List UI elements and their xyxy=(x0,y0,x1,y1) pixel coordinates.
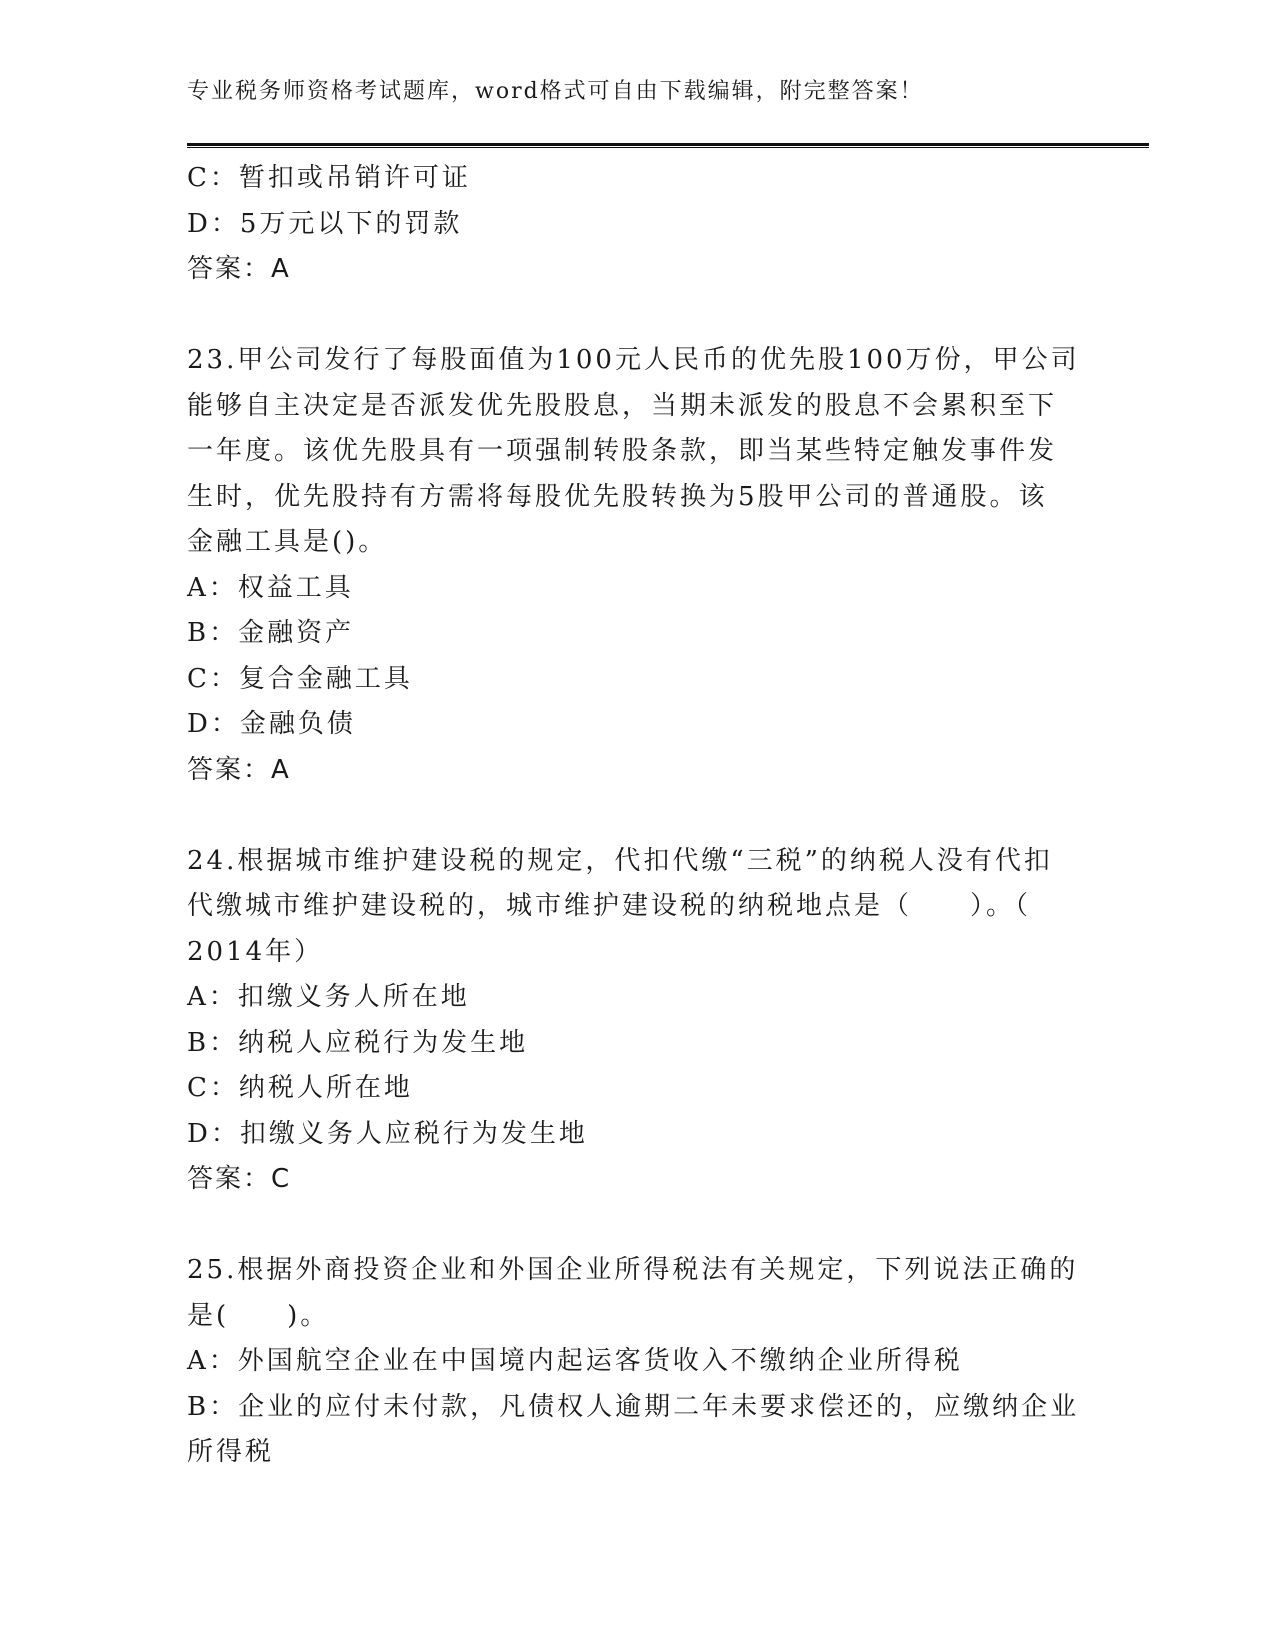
option-a: A：外国航空企业在中国境内起运客货收入不缴纳企业所得税 xyxy=(187,1346,963,1376)
stem-line: 是( )。 xyxy=(187,1300,330,1331)
option-d: D：5万元以下的罚款 xyxy=(187,208,463,239)
option-b: B：金融资产 xyxy=(187,618,355,648)
stem-line: 25.根据外商投资企业和外国企业所得税法有关规定，下列说法正确的 xyxy=(187,1255,1079,1285)
header-divider xyxy=(187,143,1149,148)
option-c: C：纳税人所在地 xyxy=(187,1073,413,1103)
stem-line: 2014年） xyxy=(187,936,324,967)
stem-line: 24.根据城市维护建设税的规定，代扣代缴“三税”的纳税人没有代扣 xyxy=(187,845,1053,876)
stem-line: 金融工具是()。 xyxy=(187,527,388,557)
question-25 xyxy=(187,1248,1087,1476)
answer-line: 答案：C xyxy=(187,1164,292,1194)
stem-line: 23.甲公司发行了每股面值为100元人民币的优先股100万份，甲公司 xyxy=(187,345,1080,375)
option-b: B：企业的应付未付款，凡债权人逾期二年未要求偿还的，应缴纳企业 xyxy=(187,1391,1080,1422)
option-a: A：扣缴义务人所在地 xyxy=(187,982,470,1012)
question-stem xyxy=(187,1248,1087,1339)
stem-line: 生时，优先股持有方需将每股优先股转换为5股甲公司的普通股。该 xyxy=(187,481,1048,512)
option-b: B：纳税人应税行为发生地 xyxy=(187,1027,529,1058)
question-stem xyxy=(187,338,1087,566)
question-stem xyxy=(187,839,1087,976)
answer-line: 答案：A xyxy=(187,254,291,284)
option-c: C：暂扣或吊销许可证 xyxy=(187,163,471,193)
stem-line: 一年度。该优先股具有一项强制转股条款，即当某些特定触发事件发 xyxy=(187,436,1058,466)
stem-line: 能够自主决定是否派发优先股股息，当期未派发的股息不会累积至下 xyxy=(187,390,1058,421)
option-a: A：权益工具 xyxy=(187,572,354,603)
stem-line: 代缴城市维护建设税的，城市维护建设税的纳税地点是（ ）。（ xyxy=(187,891,1032,921)
option-b-continued: 所得税 xyxy=(187,1437,275,1467)
option-d: D：扣缴义务人应税行为发生地 xyxy=(187,1118,588,1149)
option-c: C：复合金融工具 xyxy=(187,663,413,694)
page-header: 专业税务师资格考试题库，word格式可自由下载编辑，附完整答案！ xyxy=(187,79,924,104)
question-24 xyxy=(187,839,1087,1203)
document-body xyxy=(187,156,1087,1476)
option-d: D：金融负债 xyxy=(187,709,356,739)
answer-line: 答案：A xyxy=(187,754,291,785)
prev-question xyxy=(187,156,1087,293)
question-23 xyxy=(187,338,1087,793)
